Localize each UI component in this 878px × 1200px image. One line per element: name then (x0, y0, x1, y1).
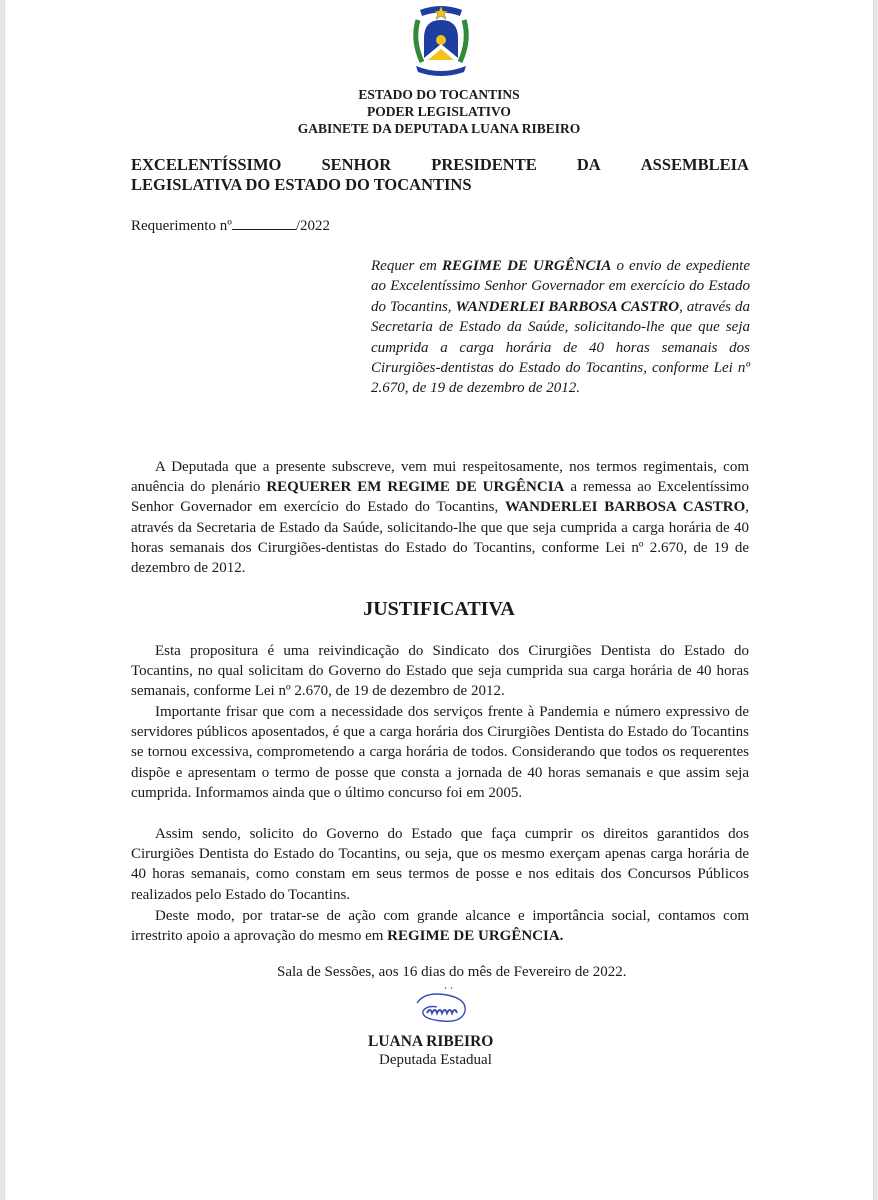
request-paragraph (131, 457, 749, 578)
signer-name: LUANA RIBEIRO (368, 1033, 494, 1050)
header-state-name: ESTADO DO TOCANTINS (358, 87, 520, 102)
header-office: GABINETE DA DEPUTADA LUANA RIBEIRO (297, 121, 581, 136)
paragraph-text: A Deputada que a presente subscreve, vem mui respeitosamente, nos termos regimentais, com anuência do plenário (131, 459, 749, 496)
requerimento-year: /2022 (295, 218, 331, 234)
justificativa-paragraph: Importante frisar que com a necessidade dos serviços frente à Pandemia e número expressivo de servidores públicos aposentados, é que a carga horária dos Cirurgiões Dentista do Estado do Tocantins se tornou excessiva, comprometendo a carga horária de todos. Considerando que todos os requerentes dispõe e apresentam o termo de posse que consta a jornada de 40 horas semanais e que assim seja cumprida. Informamos ainda que o último concurso foi em 2005. (131, 704, 749, 801)
requerimento-number (131, 216, 330, 235)
paragraph-emphasis: REQUERER EM REGIME DE URGÊNCIA (266, 479, 565, 496)
ementa-text: Requer em (371, 258, 442, 274)
addressee-word: EXCELENTÍSSIMO (131, 155, 282, 174)
paragraph-text: , através da Secretaria de Estado da Saúde, solicitando-lhe que que seja cumprida a carga horária de 40 horas semanais dos Cirurgiões-dentistas do Estado do Tocantins, conforme Lei nº 2.670, de 19 de dezembro de 2012. (131, 499, 749, 577)
justificativa-paragraph (131, 906, 749, 946)
ementa-emphasis: WANDERLEI BARBOSA CASTRO (455, 298, 680, 315)
addressee-word: DA (576, 155, 601, 174)
addressee-line2: LEGISLATIVA DO ESTADO DO TOCANTINS (131, 175, 472, 194)
addressee-word: PRESIDENTE (431, 155, 537, 174)
ementa-emphasis: REGIME DE URGÊNCIA (441, 258, 612, 274)
addressee (131, 155, 749, 195)
ementa-text: , através da Secretaria de Estado da Saúde, solicitando-lhe que que seja cumprida a carga horária de 40 horas semanais dos Cirurgiões-dentistas do Estado do Tocantins, conforme Lei nº 2.670, de 19 de dezembro de 2012. (371, 298, 750, 397)
paragraph-text: a remessa ao Excelentíssimo Senhor Governador em exercício do Estado do Tocantins, (131, 479, 749, 516)
requerimento-number-blank (232, 216, 296, 230)
addressee-word: ASSEMBLEIA (640, 155, 749, 174)
requerimento-label: Requerimento nº (131, 218, 232, 234)
signer-role: Deputada Estadual (379, 1052, 492, 1068)
handwritten-signature-icon (407, 983, 477, 1033)
justificativa-title: JUSTIFICATIVA (363, 598, 515, 620)
paragraph-emphasis: WANDERLEI BARBOSA CASTRO (504, 499, 746, 516)
paragraph-emphasis: REGIME DE URGÊNCIA. (387, 928, 564, 945)
justificativa-paragraph: Esta propositura é uma reivindicação do Sindicato dos Cirurgiões Dentista do Estado do Tocantins, no qual solicitam do Governo do Estado que seja cumprida sua carga horária de 40 horas semanais, conforme Lei nº 2.670, de 19 de dezembro de 2012. (131, 643, 749, 700)
ementa-text: o envio de expediente ao Excelentíssimo Senhor Governador em exercício do Estado do Tocantins, (371, 258, 750, 315)
addressee-word: SENHOR (321, 155, 392, 174)
header-branch: PODER LEGISLATIVO (367, 104, 511, 119)
tocantins-coat-of-arms-icon (408, 0, 474, 82)
place-and-date: Sala de Sessões, aos 16 dias do mês de Fevereiro de 2022. (277, 964, 627, 980)
paragraph-text: Deste modo, por tratar-se de ação com grande alcance e importância social, contamos com irrestrito apoio a aprovação do mesmo em (131, 908, 749, 945)
ementa (371, 256, 750, 399)
justificativa-paragraph: Assim sendo, solicito do Governo do Estado que faça cumprir os direitos garantidos dos Cirurgiões Dentista do Estado do Tocantins, ou seja, que os mesmo exerçam apenas carga horária de 40 horas semanais, como constam em seus termos de posse e nos editais dos Concursos Públicos realizados pelo Estado do Tocantins. (131, 826, 749, 903)
document-page (4, 0, 874, 1200)
